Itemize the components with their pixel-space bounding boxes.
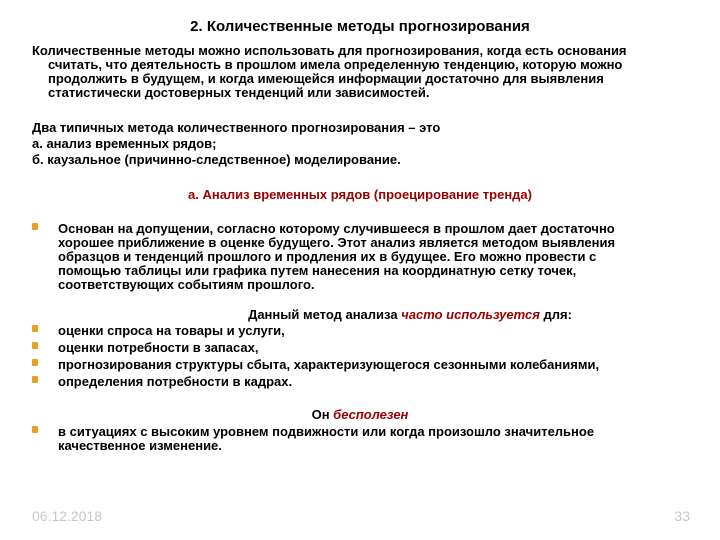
methods-list xyxy=(32,120,692,168)
basis-line: Основан на допущении, согласно которому случившееся в прошлом дает достаточно xyxy=(58,221,615,236)
useless-emphasis: бесполезен xyxy=(333,407,409,422)
usage-emphasis: часто используется xyxy=(401,307,540,322)
usage-prefix: Данный метод анализа xyxy=(248,307,402,322)
intro-line: продолжить в будущем, и когда имеющейся информации достаточно для выявления xyxy=(48,71,604,86)
useless-bullet xyxy=(32,425,692,457)
list-item: прогнозирования структуры сбыта, характеризующегося сезонными колебаниями, xyxy=(32,358,692,374)
useless-line: в ситуациях с высоким уровнем подвижности или когда произошло значительное xyxy=(58,424,595,439)
basis-bullet xyxy=(32,222,692,292)
methods-intro: Два типичных метода количественного прогнозирования – это xyxy=(32,120,441,135)
useless-prefix: Он xyxy=(311,407,334,422)
slide-title: 2. Количественные методы прогнозирования xyxy=(190,18,530,35)
method-item-a: а. анализ временных рядов; xyxy=(32,136,217,151)
square-bullet-icon xyxy=(32,359,38,366)
basis-line: помощью таблицы или графика путем нанесения на координатную сетку точек, xyxy=(58,263,577,278)
useless-line: качественное изменение. xyxy=(58,438,222,453)
basis-line: хорошее приближение в оценке будущего. Этот анализ является методом выявления xyxy=(58,235,616,250)
square-bullet-icon xyxy=(32,376,38,383)
usage-note xyxy=(50,307,720,322)
intro-line: считать, что деятельность в прошлом имела определенную тенденцию, которую можно xyxy=(48,57,623,72)
square-bullet-icon xyxy=(32,426,38,433)
usage-suffix: для: xyxy=(539,307,572,322)
footer-date: 06.12.2018 xyxy=(32,508,103,524)
basis-line: образцов и тенденций прошлого и продления их в будущее. Его можно провести с xyxy=(58,249,597,264)
useless-note xyxy=(0,407,720,422)
intro-line: Количественные методы можно использовать для прогнозирования, когда есть основания xyxy=(32,43,627,58)
list-item: определения потребности в кадрах. xyxy=(32,375,692,391)
list-item: оценки потребности в запасах, xyxy=(32,341,692,357)
list-item: оценки спроса на товары и услуги, xyxy=(32,324,692,340)
method-item-b: б. каузальное (причинно-следственное) моделирование. xyxy=(32,152,401,167)
square-bullet-icon xyxy=(32,325,38,332)
intro-line: статистически достоверных тенденций или зависимостей. xyxy=(48,85,430,100)
square-bullet-icon xyxy=(32,342,38,349)
square-bullet-icon xyxy=(32,223,38,230)
basis-line: соответствующих событиям прошлого. xyxy=(58,277,315,292)
page-number: 33 xyxy=(674,508,690,524)
intro-paragraph xyxy=(32,44,692,100)
section-subheading: а. Анализ временных рядов (проецирование тренда) xyxy=(188,187,532,202)
